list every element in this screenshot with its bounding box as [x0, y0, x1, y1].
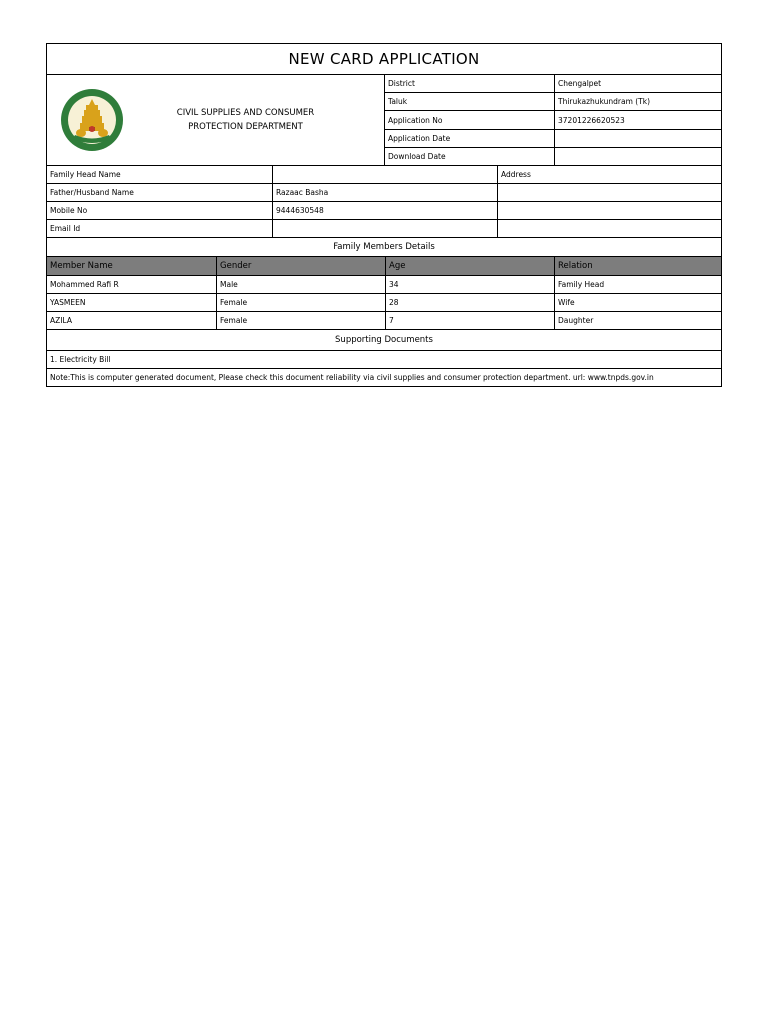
- info-row-application-no: [385, 110, 721, 128]
- info-value: 37201226620523: [554, 111, 721, 128]
- column-header-gender: Gender: [216, 257, 385, 275]
- email-value: [272, 220, 497, 237]
- member-gender: Female: [216, 294, 385, 311]
- department-name-line1: CIVIL SUPPLIES AND CONSUMER: [176, 108, 315, 118]
- column-header-relation: Relation: [554, 257, 721, 275]
- table-row: [47, 293, 721, 311]
- info-value: Chengalpet: [554, 75, 721, 92]
- document-title: NEW CARD APPLICATION: [288, 50, 480, 68]
- government-emblem-icon: [47, 75, 137, 165]
- info-label: Application No: [388, 115, 443, 125]
- member-relation: Wife: [554, 294, 721, 311]
- member-gender: Female: [216, 312, 385, 329]
- member-name: YASMEEN: [50, 298, 86, 307]
- applicant-row-family-head: [47, 165, 721, 183]
- column-header-age: Age: [385, 257, 554, 275]
- info-value: [554, 148, 721, 165]
- applicant-row-email: [47, 219, 721, 237]
- member-relation: Daughter: [554, 312, 721, 329]
- family-section-title: Family Members Details: [47, 237, 721, 256]
- info-label: Application Date: [388, 133, 451, 143]
- member-age: 34: [385, 276, 554, 293]
- info-label: Download Date: [388, 151, 446, 161]
- address-blank: [497, 220, 721, 237]
- address-label: Address: [497, 166, 721, 183]
- mobile-value: 9444630548: [272, 202, 497, 219]
- info-label: District: [388, 79, 415, 89]
- footer-note: Note:This is computer generated document, Please check this document reliability via civil supplies and consumer protection department. url: www.tnpds.gov.in: [50, 373, 654, 382]
- applicant-row-father: [47, 183, 721, 201]
- info-row-application-date: [385, 129, 721, 147]
- info-row-taluk: [385, 92, 721, 110]
- info-label: Taluk: [388, 97, 408, 107]
- table-row: [47, 311, 721, 329]
- department-block: [47, 75, 384, 165]
- father-value: Razaac Basha: [272, 184, 497, 201]
- family-head-label: Family Head Name: [50, 170, 121, 179]
- info-row-district: [385, 75, 721, 92]
- family-head-value: [272, 166, 497, 183]
- member-name: AZILA: [50, 316, 72, 325]
- mobile-label: Mobile No: [50, 206, 88, 215]
- info-value: Thirukazhukundram (Tk): [554, 93, 721, 110]
- application-document: [46, 43, 722, 387]
- address-blank: [497, 202, 721, 219]
- footer-note-row: [47, 368, 721, 386]
- list-item: [47, 350, 721, 368]
- document-item: 1. Electricity Bill: [50, 355, 111, 364]
- table-row: [47, 275, 721, 293]
- department-name: [137, 106, 384, 134]
- column-header-member-name: Member Name: [50, 261, 113, 271]
- address-value: [497, 184, 721, 201]
- email-label: Email Id: [50, 224, 81, 233]
- info-row-download-date: [385, 147, 721, 165]
- documents-section-title: Supporting Documents: [47, 329, 721, 350]
- member-age: 28: [385, 294, 554, 311]
- member-name: Mohammed Rafi R: [50, 280, 119, 289]
- header-info-table: [384, 75, 721, 165]
- department-name-line2: PROTECTION DEPARTMENT: [188, 122, 303, 132]
- header-block: [47, 74, 721, 165]
- family-table-header: [47, 256, 721, 275]
- applicant-row-mobile: [47, 201, 721, 219]
- father-label: Father/Husband Name: [50, 188, 134, 197]
- member-relation: Family Head: [554, 276, 721, 293]
- info-value: [554, 130, 721, 147]
- member-gender: Male: [216, 276, 385, 293]
- member-age: 7: [385, 312, 554, 329]
